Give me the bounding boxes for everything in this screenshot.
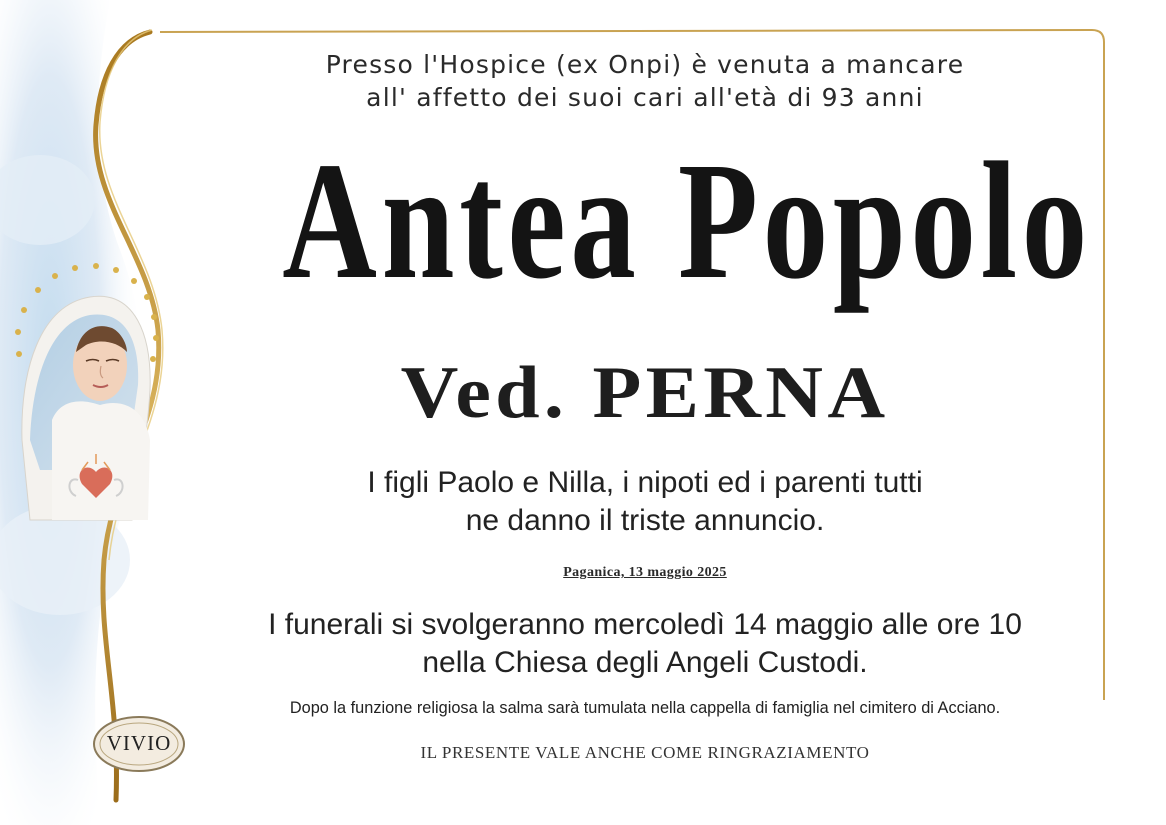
funeral-details bbox=[180, 606, 1110, 682]
deceased-name: Antea Popolo bbox=[282, 128, 1092, 314]
announcement-line-1: I figli Paolo e Nilla, i nipoti ed i parenti tutti bbox=[367, 466, 923, 499]
announcement-line-2: ne danno il triste annuncio. bbox=[465, 504, 825, 537]
widow-of: Ved. PERNA bbox=[400, 352, 890, 434]
intro-text bbox=[180, 48, 1110, 114]
thanks-note: IL PRESENTE VALE ANCHE COME RINGRAZIAMENTO bbox=[420, 743, 870, 762]
burial-note: Dopo la funzione religiosa la salma sarà tumulata nella cappella di famiglia nel cimitero di Acciano. bbox=[289, 698, 1001, 717]
place-date: Paganica, 13 maggio 2025 bbox=[563, 565, 727, 580]
intro-line-2: all' affetto dei suoi cari all'età di 93 anni bbox=[366, 83, 924, 112]
funeral-line-1: I funerali si svolgeranno mercoledì 14 maggio alle ore 10 bbox=[268, 608, 1022, 641]
funeral-line-2: nella Chiesa degli Angeli Custodi. bbox=[422, 646, 868, 679]
agency-logo-name: VIVIO bbox=[106, 731, 172, 755]
announcement bbox=[180, 464, 1110, 540]
intro-line-1: Presso l'Hospice (ex Onpi) è venuta a mancare bbox=[325, 50, 965, 79]
